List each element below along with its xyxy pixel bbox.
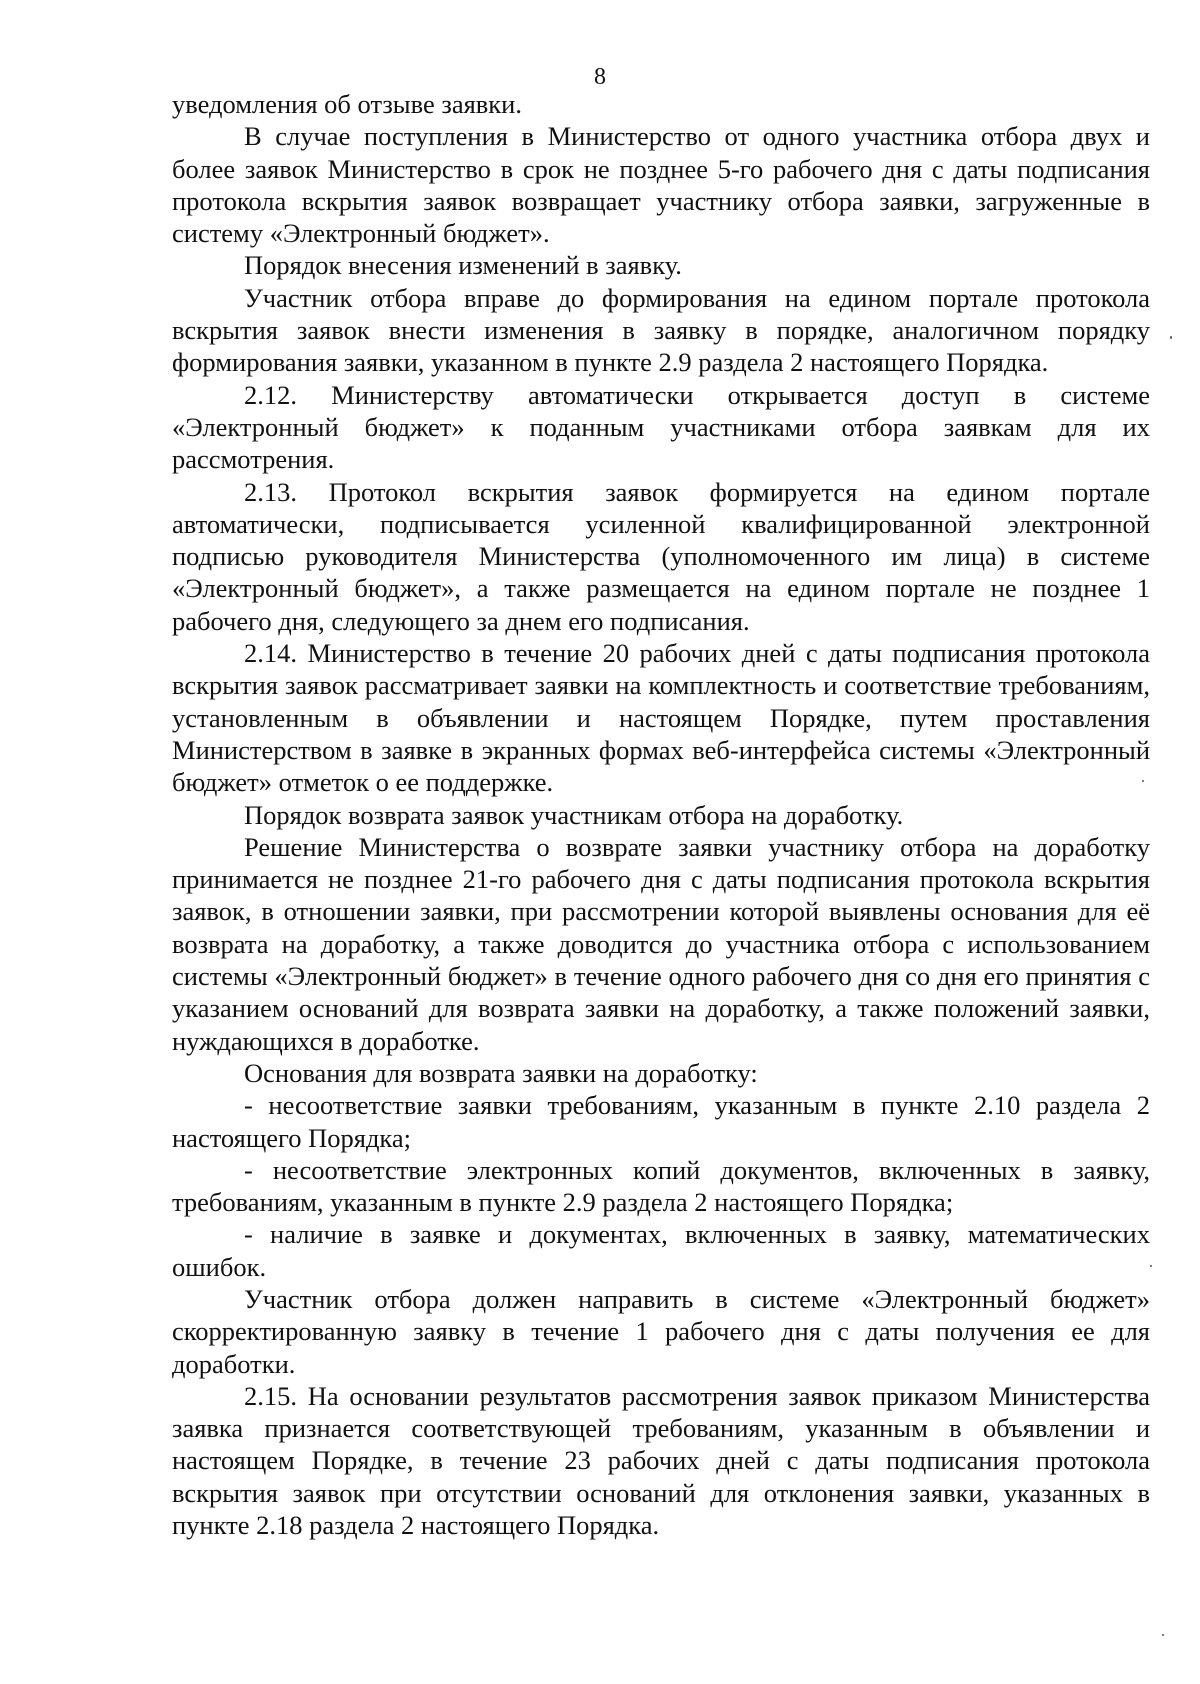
page-number: 8 [594, 64, 606, 90]
scan-speck [1142, 780, 1144, 782]
section-heading: Порядок возврата заявок участникам отбора на доработку. [244, 799, 904, 830]
paragraph: Решение Министерства о возврате заявки участнику отбора на доработку принимается не позднее 21-го рабочего дня с даты подписания протокола вскрытия заявок, в отношении заявки, при рассмотрении которой выявлены основания для её возврата на доработку, а также доводится до участника отбора с использованием системы «Электронный бюджет» в течение одного рабочего дня со дня его принятия с указанием оснований для возврата заявки на доработку, а также положений заявки, нуждающихся в доработке. [172, 831, 1150, 1056]
section-heading: Основания для возврата заявки на доработку: [244, 1057, 758, 1088]
scan-speck [1150, 1265, 1152, 1267]
list-item: - несоответствие заявки требованиям, указанным в пункте 2.10 раздела 2 настоящего Порядка; [172, 1090, 1150, 1153]
list-item: - несоответствие электронных копий документов, включенных в заявку, требованиям, указанным в пункте 2.9 раздела 2 настоящего Порядка; [172, 1154, 1150, 1218]
paragraph: В случае поступления в Министерство от одного участника отбора двух и более заявок Министерство в срок не позднее 5-го рабочего дня с даты подписания протокола вскрытия заявок возвращает участнику отбора заявки, загруженные в систему «Электронный бюджет». [172, 121, 1150, 249]
clause-2-13: 2.13. Протокол вскрытия заявок формируется на едином портале автоматически, подписывается усиленной квалифицированной электронной подписью руководителя Министерства (уполномоченного им лица) в системе «Электронный бюджет», а также размещается на едином портале не позднее 1 рабочего дня, следующего за днем его подписания. [172, 476, 1150, 636]
paragraph: уведомления об отзыве заявки. [172, 89, 522, 119]
list-item: - наличие в заявке и документах, включенных в заявку, математических ошибок. [172, 1219, 1150, 1282]
clause-2-15: 2.15. На основании результатов рассмотрения заявок приказом Министерства заявка признается соответствующей требованиям, указанным в объявлении и настоящем Порядке, в течение 23 рабочих дней с даты подписания протокола вскрытия заявок при отсутствии оснований для отклонения заявки, указанных в пункте 2.18 раздела 2 настоящего Порядка. [172, 1380, 1150, 1541]
scan-speck [1162, 1634, 1164, 1636]
section-heading: Порядок внесения изменений в заявку. [244, 250, 682, 281]
paragraph: Участник отбора должен направить в системе «Электронный бюджет» скорректированную заявку в течение 1 рабочего дня с даты получения ее для доработки. [172, 1283, 1150, 1379]
paragraph: Участник отбора вправе до формирования на едином портале протокола вскрытия заявок внести изменения в заявку в порядке, аналогичном порядку формирования заявки, указанном в пункте 2.9 раздела 2 настоящего Порядка. [172, 282, 1150, 378]
scan-speck [1170, 336, 1172, 339]
clause-2-12: 2.12. Министерству автоматически открывается доступ в системе «Электронный бюджет» к поданным участниками отбора заявкам для их рассмотрения. [172, 379, 1150, 475]
document-body [172, 88, 1150, 1541]
clause-2-14: 2.14. Министерство в течение 20 рабочих дней с даты подписания протокола вскрытия заявок рассматривает заявки на комплектность и соответствие требованиям, установленным в объявлении и настоящем Порядке, путем проставления Министерством в заявке в экранных формах веб-интерфейса системы «Электронный бюджет» отметок о ее поддержке. [172, 638, 1150, 798]
